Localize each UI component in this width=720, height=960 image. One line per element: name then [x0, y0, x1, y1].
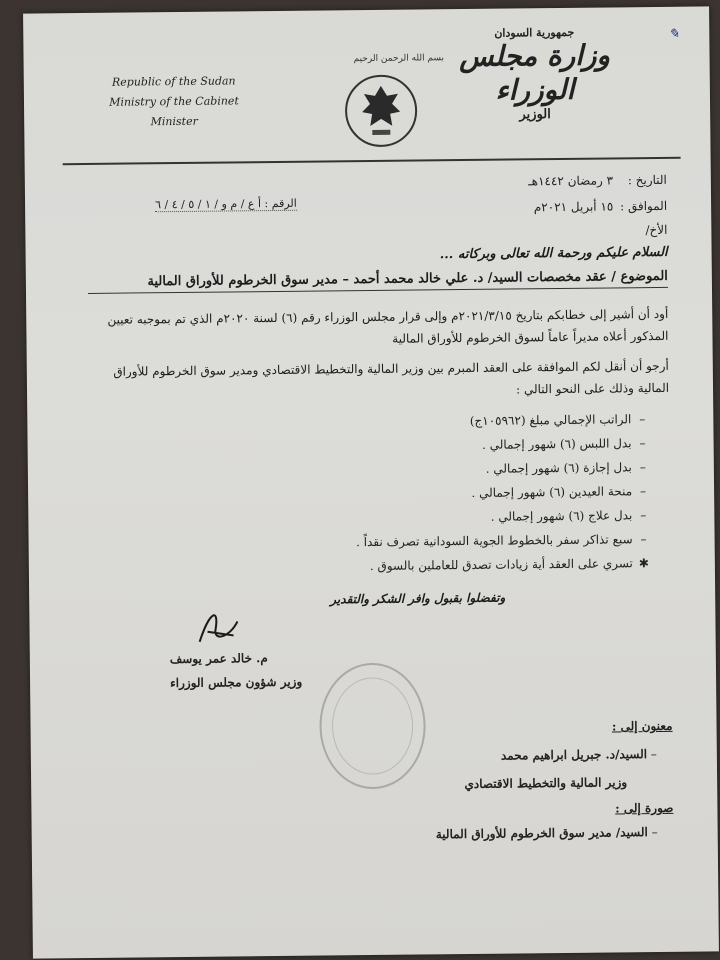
paragraph-reference: أود أن أشير إلى خطابكم بتاريخ ٢٠٢١/٣/١٥م وإلى قرار مجلس الوزراء رقم (٦) لسنة ٢٠٢٠م الذي تم بموجبه تعيين المذكور أعلاه مديراً عاماً لسوق الخرطوم للأوراق المالية [107, 306, 669, 346]
copy-to-line: – السيد/ مدير سوق الخرطوم للأوراق المالية [435, 825, 658, 842]
date-line [528, 173, 667, 188]
signatory-title: وزير شؤون مجلس الوزراء [170, 674, 303, 691]
basmala: بسم الله الرحمن الرحيم [353, 53, 445, 65]
list-item: –بدل اللبس (٦) شهور إجمالي . [481, 436, 646, 452]
corresponding-line [534, 199, 667, 214]
arabic-republic: جمهورية السودان [494, 25, 575, 40]
english-line-republic: Republic of the Sudan [111, 74, 236, 89]
list-item: –سبع تذاكر سفر بالخطوط الجوية السودانية تصرف نقداً . [356, 532, 647, 550]
english-line-ministry: Ministry of the Cabinet [109, 94, 239, 109]
corresponding-label: الموافق : [619, 198, 668, 214]
handwritten-note: ✎ [668, 26, 680, 42]
list-item: ✱تسري على العقد أية زيادات تصدق للعاملين بالسوق . [369, 556, 649, 574]
corresponding-value: ١٥ أبريل ٢٠٢١م [533, 199, 614, 215]
date-value: ٣ رمضان ١٤٤٢هـ [528, 173, 614, 189]
letter-page [23, 6, 719, 958]
greeting: السلام عليكم ورحمة الله تعالى وبركاته ... [439, 244, 668, 263]
reference-number [155, 197, 297, 212]
english-letterhead [94, 71, 255, 133]
entitlements-list [355, 407, 655, 578]
signature-mark-icon [189, 601, 250, 652]
addressed-label: معنون إلى : [611, 718, 673, 734]
list-item: –الراتب الإجمالي مبلغ (١٠٥٩٦٢ج) [469, 412, 646, 428]
copy-to-label: صورة إلى : [615, 800, 674, 816]
to-line [645, 223, 667, 237]
english-line-minister: Minister [150, 114, 198, 129]
paragraph-approval: أرجو أن أنقل لكم الموافقة على العقد المبرم بين وزير المالية والتخطيط الاقتصادي ومدير سوق الخرطوم للأوراق المالية وذلك على النحو التالي : [113, 358, 670, 397]
list-item: –منحة العيدين (٦) شهور إجمالي . [471, 484, 647, 500]
arabic-ministry: وزارة مجلس الوزراء [458, 38, 611, 107]
list-item: –بدل علاج (٦) شهور إجمالي . [490, 508, 647, 524]
closing-thanks: وتفضلوا بقبول وافر الشكر والتقدير [330, 590, 506, 607]
official-stamp-icon [316, 659, 429, 792]
ref-value: أ ع / م و / ١ / ٥ / ٤ / ٦ [155, 197, 262, 212]
addressed-line-1: – السيد/د. جبريل ابراهيم محمد [500, 747, 657, 763]
subject-line: الموضوع / عقد مخصصات السيد/ د. علي خالد محمد أحمد – مدير سوق الخرطوم للأوراق المالية [88, 269, 668, 294]
ref-label: الرقم : [264, 196, 297, 211]
to-label: الأخ/ [645, 222, 668, 238]
sudan-emblem-icon [342, 71, 421, 150]
addressed-line-2: وزير المالية والتخطيط الاقتصادي [464, 775, 628, 792]
arabic-letterhead [419, 25, 650, 123]
list-item: –بدل إجازة (٦) شهور إجمالي . [485, 460, 646, 476]
date-label: التاريخ : [627, 172, 667, 188]
signatory-name: م. خالد عمر يوسف [169, 651, 268, 667]
arabic-minister: الوزير [519, 107, 551, 123]
header-divider [63, 157, 681, 165]
